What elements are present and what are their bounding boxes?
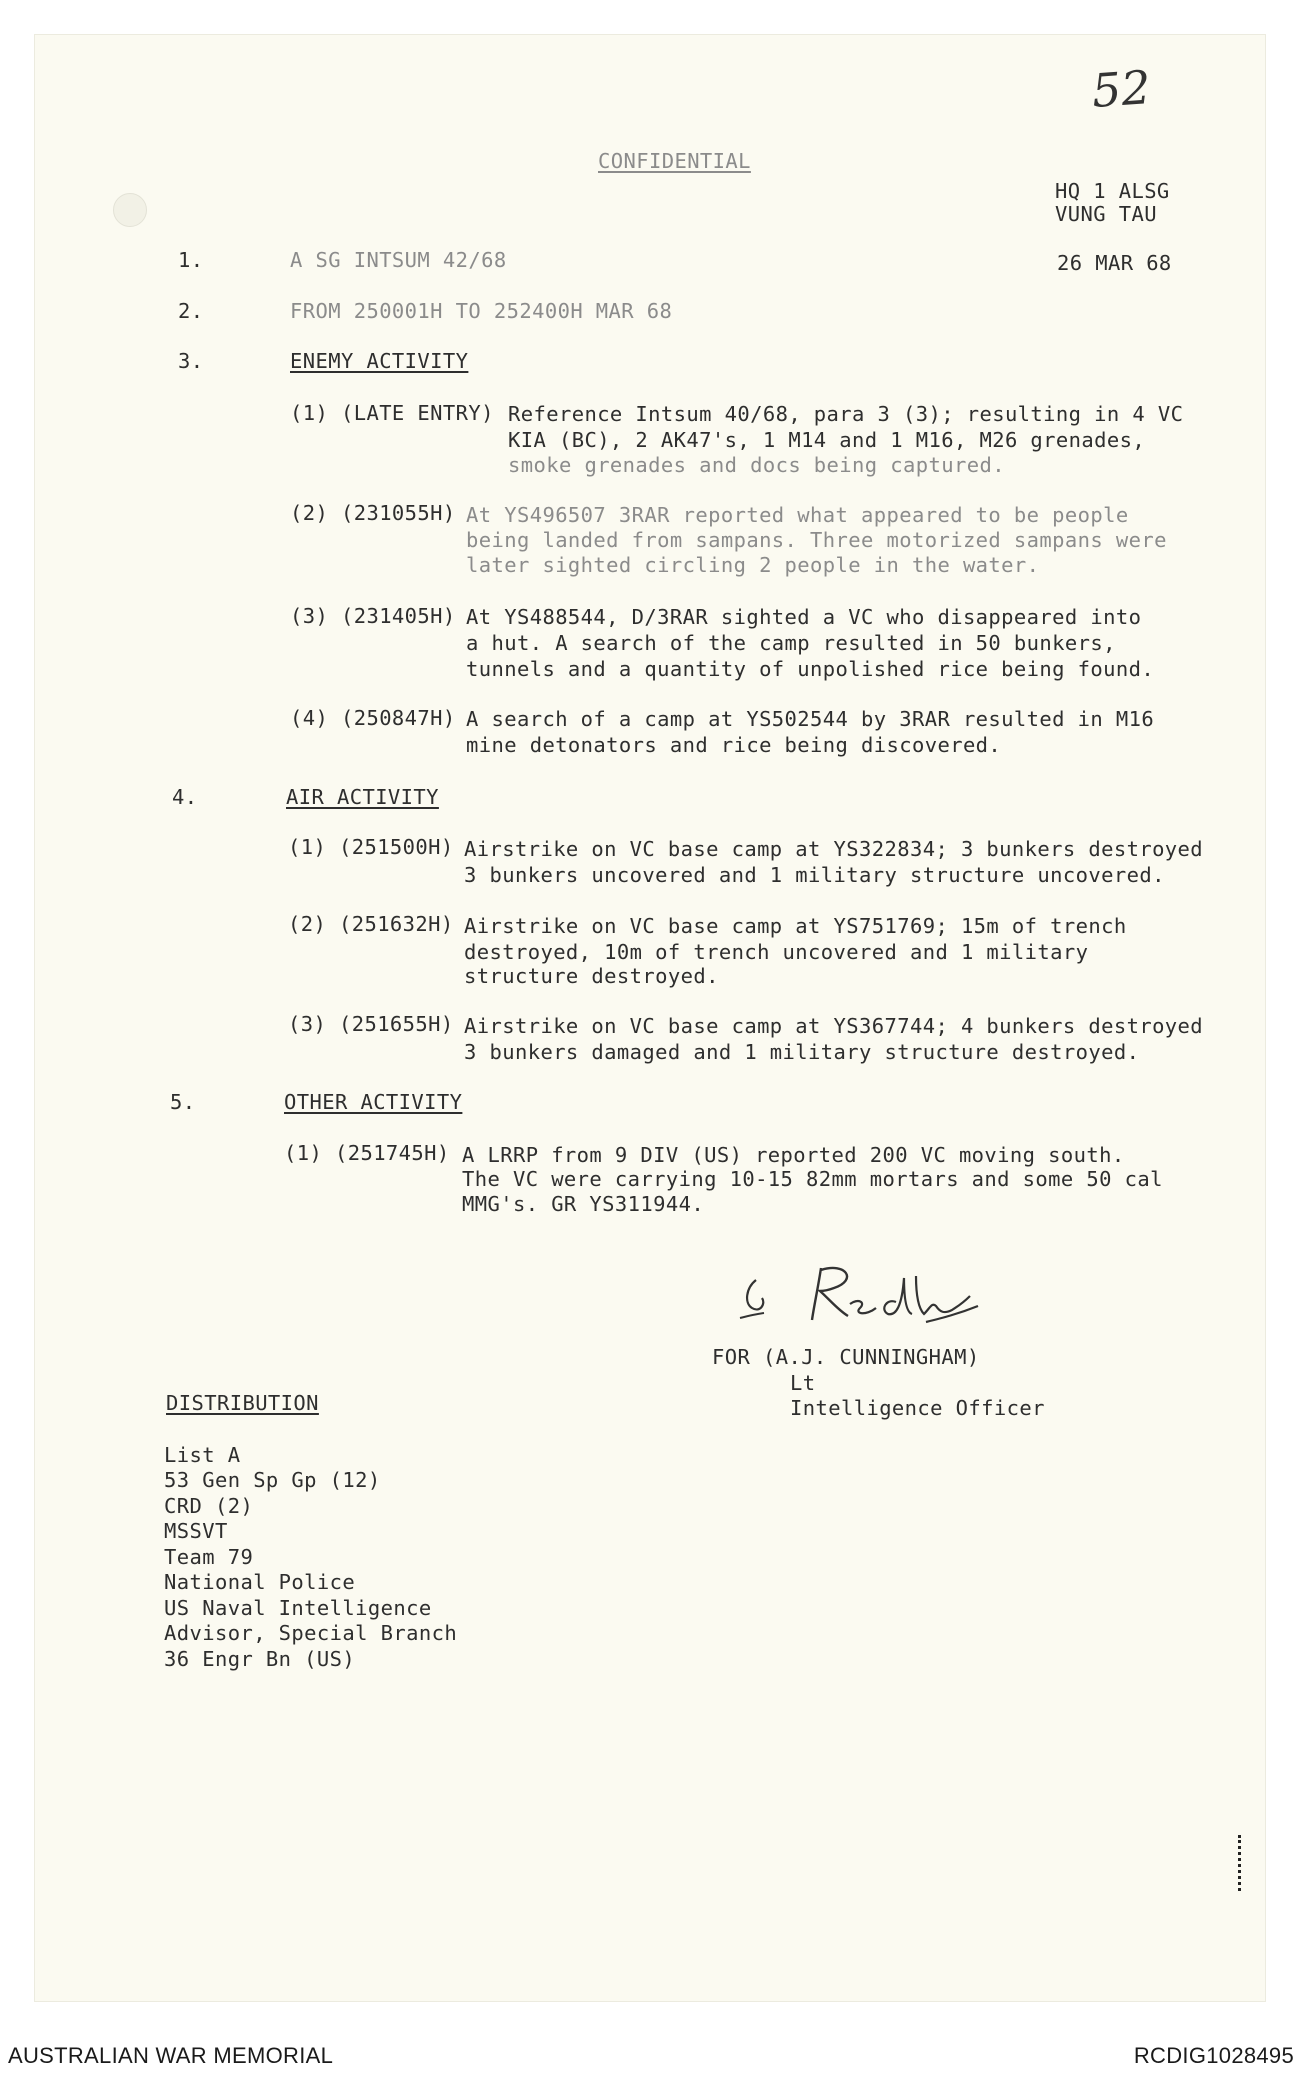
distribution-recipient: Team 79 — [164, 1545, 254, 1569]
item-number-3: 3. — [178, 349, 204, 373]
intsum-reference: A SG INTSUM 42/68 — [290, 248, 507, 272]
other-entry-line: The VC were carrying 10-15 82mm mortars and some 50 cal — [462, 1167, 1163, 1191]
other-entry-label: (1) (251745H) — [284, 1141, 450, 1165]
enemy-entry-line: later sighted circling 2 people in the water. — [466, 553, 1040, 577]
distribution-recipient: CRD (2) — [164, 1494, 254, 1518]
item-number-4: 4. — [172, 785, 198, 809]
classification-heading: CONFIDENTIAL — [598, 149, 751, 173]
enemy-entry-line: Reference Intsum 40/68, para 3 (3); resulting in 4 VC — [508, 402, 1184, 426]
enemy-entry-label: (3) (231405H) — [290, 604, 456, 628]
distribution-heading: DISTRIBUTION — [166, 1391, 319, 1415]
enemy-entry-line: mine detonators and rice being discovered. — [466, 733, 1002, 757]
item-number-2: 2. — [178, 299, 204, 323]
distribution-recipient: List A — [164, 1443, 241, 1467]
air-entry-line: Airstrike on VC base camp at YS367744; 4 bunkers destroyed — [464, 1014, 1204, 1038]
air-entry-line: Airstrike on VC base camp at YS322834; 3 bunkers destroyed — [464, 837, 1204, 861]
other-entry-line: A LRRP from 9 DIV (US) reported 200 VC moving south. — [462, 1143, 1125, 1167]
distribution-recipient: National Police — [164, 1570, 356, 1594]
enemy-entry-line: KIA (BC), 2 AK47's, 1 M14 and 1 M16, M26 grenades, — [508, 428, 1146, 452]
enemy-entry-line: a hut. A search of the camp resulted in 50 bunkers, — [466, 631, 1116, 655]
footer-record-id: RCDIG1028495 — [1133, 2043, 1294, 2068]
handwritten-signature — [726, 1258, 986, 1338]
air-activity-heading: AIR ACTIVITY — [286, 785, 439, 809]
scan-mark — [1238, 1835, 1253, 1891]
enemy-entry-line: At YS488544, D/3RAR sighted a VC who disappeared into — [466, 605, 1142, 629]
item-number-5: 5. — [170, 1090, 196, 1114]
distribution-recipient: 53 Gen Sp Gp (12) — [164, 1468, 381, 1492]
location: VUNG TAU — [1055, 202, 1157, 226]
signatory-name: FOR (A.J. CUNNINGHAM) — [712, 1345, 980, 1369]
distribution-recipient: US Naval Intelligence — [164, 1596, 432, 1620]
punch-hole — [113, 193, 147, 227]
distribution-recipient: 36 Engr Bn (US) — [164, 1647, 356, 1671]
air-entry-label: (1) (251500H) — [288, 835, 454, 859]
enemy-entry-label: (4) (250847H) — [290, 706, 456, 730]
distribution-recipient: Advisor, Special Branch — [164, 1621, 458, 1645]
folio-number: 52 — [1090, 60, 1153, 118]
footer-archive-name: AUSTRALIAN WAR MEMORIAL — [8, 2043, 334, 2068]
air-entry-label: (2) (251632H) — [288, 912, 454, 936]
item-number-1: 1. — [178, 248, 204, 272]
distribution-recipient: MSSVT — [164, 1519, 228, 1543]
enemy-entry-line: A search of a camp at YS502544 by 3RAR resulted in M16 — [466, 707, 1155, 731]
signatory-rank: Lt — [790, 1371, 816, 1395]
air-entry-line: Airstrike on VC base camp at YS751769; 15m of trench — [464, 914, 1127, 938]
enemy-entry-line: At YS496507 3RAR reported what appeared to be people — [466, 503, 1129, 527]
air-entry-line: destroyed, 10m of trench uncovered and 1 military — [464, 940, 1089, 964]
other-entry-line: MMG's. GR YS311944. — [462, 1192, 705, 1216]
air-entry-line: structure destroyed. — [464, 964, 719, 988]
air-entry-label: (3) (251655H) — [288, 1012, 454, 1036]
enemy-activity-heading: ENEMY ACTIVITY — [290, 349, 469, 373]
enemy-entry-line: being landed from sampans. Three motorized sampans were — [466, 528, 1167, 552]
reporting-period: FROM 250001H TO 252400H MAR 68 — [290, 299, 673, 323]
air-entry-line: 3 bunkers damaged and 1 military structure destroyed. — [464, 1040, 1140, 1064]
enemy-entry-label: (1) (LATE ENTRY) — [290, 401, 494, 425]
other-activity-heading: OTHER ACTIVITY — [284, 1090, 463, 1114]
unit-name: HQ 1 ALSG — [1055, 179, 1170, 203]
enemy-entry-line: smoke grenades and docs being captured. — [508, 453, 1005, 477]
air-entry-line: 3 bunkers uncovered and 1 military structure uncovered. — [464, 863, 1165, 887]
enemy-entry-line: tunnels and a quantity of unpolished rice being found. — [466, 657, 1155, 681]
report-date: 26 MAR 68 — [1057, 251, 1172, 275]
signatory-title: Intelligence Officer — [790, 1396, 1045, 1420]
enemy-entry-label: (2) (231055H) — [290, 501, 456, 525]
